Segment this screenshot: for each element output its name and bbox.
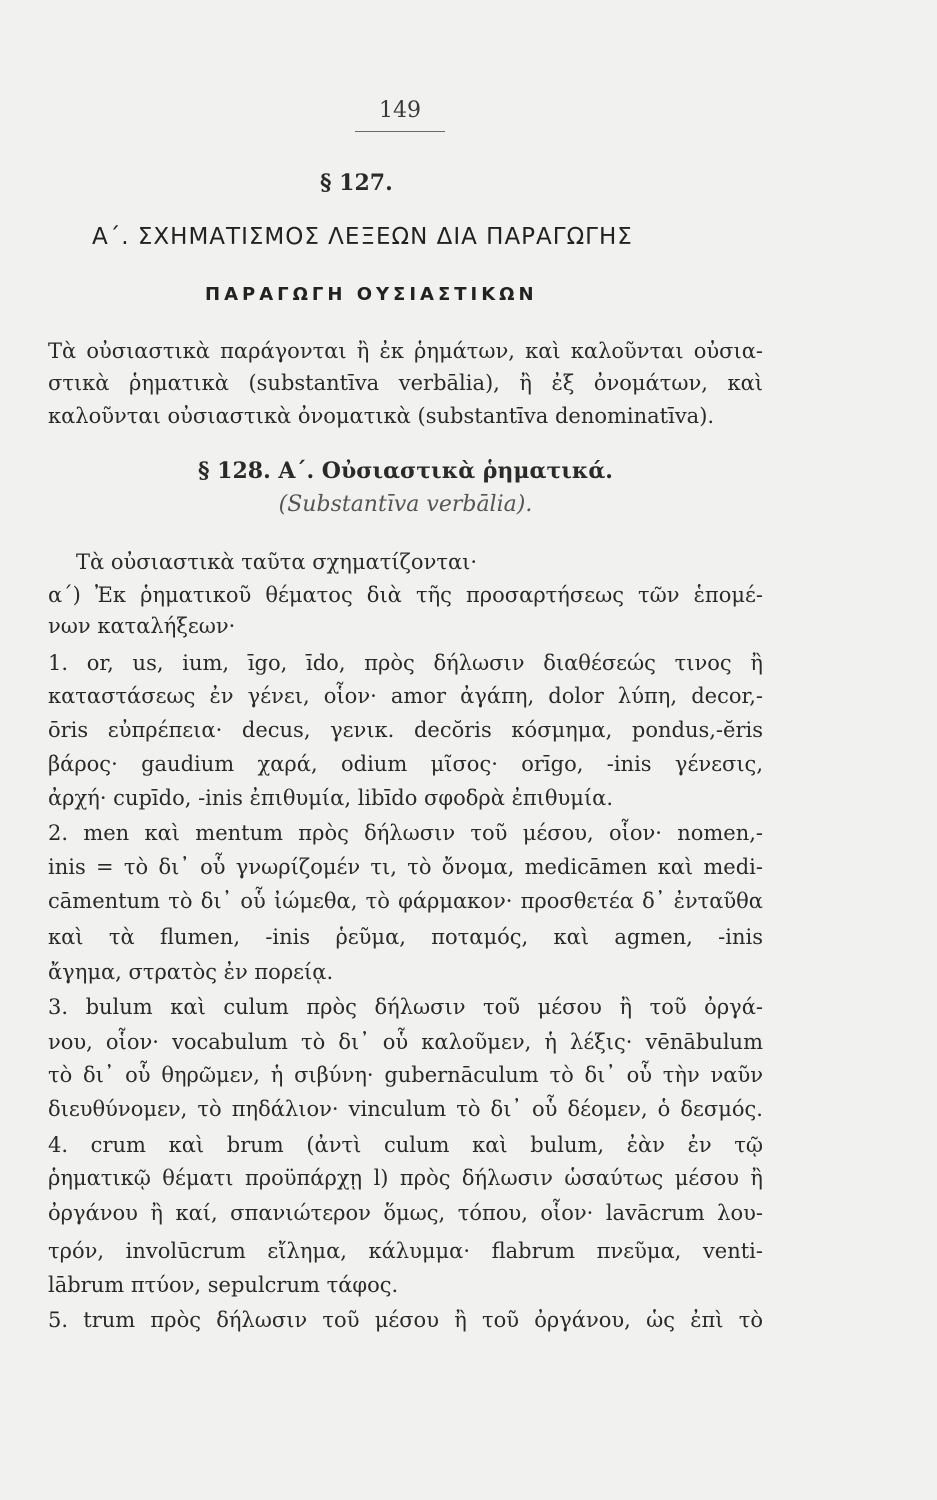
paragraph-line: καὶ τὰ flumen, -inis ῥεῦμα, ποταμός, καὶ agmen, -inis	[48, 925, 763, 949]
paragraph-line: 5. trum πρὸς δήλωσιν τοῦ μέσου ἢ τοῦ ὀργάνου, ὡς ἐπὶ τὸ	[48, 1308, 763, 1332]
paragraph-line: ὀργάνου ἢ καί, σπανιώτερον ὅμως, τόπου, οἷον· lavācrum λου-	[48, 1201, 763, 1225]
paragraph-line: Τὰ οὐσιαστικὰ παράγονται ἢ ἐκ ῥημάτων, καὶ καλοῦνται οὐσια-	[48, 339, 763, 363]
paragraph-line: νων καταλήξεων·	[48, 614, 236, 638]
paragraph-line: lābrum πτύον, sepulcrum τάφος.	[48, 1273, 399, 1297]
paragraph-line: βάρος· gaudium χαρά, odium μῖσος· orīgo, -inis γένεσις,	[48, 752, 763, 776]
paragraph-line: α΄) Ἐκ ῥηματικοῦ θέματος διὰ τῆς προσαρτήσεως τῶν ἑπομέ-	[48, 583, 763, 607]
paragraph-line: 2. men καὶ mentum πρὸς δήλωσιν τοῦ μέσου, οἷον· nomen,-	[48, 821, 763, 845]
section-127-heading: § 127.	[320, 170, 393, 196]
paragraph-line: ōris εὐπρέπεια· decus, γενικ. decŏris κόσμημα, pondus,-ĕris	[48, 718, 763, 742]
paragraph-line: cāmentum τὸ δι᾽ οὗ ἰώμεθα, τὸ φάρμακον· προσθετέα δ᾽ ἐνταῦθα	[48, 889, 763, 913]
section-128-heading: § 128. Α΄. Οὐσιαστικὰ ῥηματικά.	[198, 458, 613, 484]
paragraph-line: ἀρχή· cupīdo, -inis ἐπιθυμία, libīdo σφοδρὰ ἐπιθυμία.	[48, 786, 614, 810]
paragraph-line: νου, οἷον· vocabulum τὸ δι᾽ οὗ καλοῦμεν, ἡ λέξις· vēnābulum	[48, 1030, 763, 1054]
paragraph-line: Τὰ οὐσιαστικὰ ταῦτα σχηματίζονται·	[76, 550, 478, 574]
paragraph-line: 4. crum καὶ brum (ἀντὶ culum καὶ bulum, ἐὰν ἐν τῷ	[48, 1133, 763, 1157]
paragraph-line: ἄγημα, στρατὸς ἐν πορείᾳ.	[48, 960, 334, 984]
paragraph-line: τρόν, involūcrum εἴλημα, κάλυμμα· flabrum πνεῦμα, venti-	[48, 1239, 763, 1263]
subchapter-heading: ΠΑΡΑΓΩΓΗ ΟΥΣΙΑΣΤΙΚΩΝ	[205, 284, 538, 305]
paragraph-line: inis = τὸ δι᾽ οὗ γνωρίζομέν τι, τὸ ὄνομα, medicāmen καὶ medi-	[48, 855, 763, 879]
page-number: 149	[379, 98, 421, 123]
paragraph-line: τὸ δι᾽ οὗ θηρῶμεν, ἡ σιβύνη· gubernāculum τὸ δι᾽ οὗ τὴν ναῦν	[48, 1063, 763, 1087]
paragraph-line: καταστάσεως ἐν γένει, οἷον· amor ἀγάπη, dolor λύπη, decor,-	[48, 684, 763, 708]
section-128-latin-title: (Substantīva verbālia).	[278, 492, 533, 517]
paragraph-line: στικὰ ῥηματικὰ (substantīva verbālia), ἢ ἐξ ὀνομάτων, καὶ	[48, 371, 763, 395]
paragraph-line: 3. bulum καὶ culum πρὸς δήλωσιν τοῦ μέσου ἢ τοῦ ὀργά-	[48, 995, 763, 1019]
page-number-rule	[355, 131, 445, 132]
paragraph-line: ῥηματικῷ θέματι προϋπάρχῃ l) πρὸς δήλωσιν ὡσαύτως μέσου ἢ	[48, 1166, 763, 1190]
paragraph-line: καλοῦνται οὐσιαστικὰ ὀνοματικὰ (substantīva denominatīva).	[48, 404, 715, 428]
chapter-heading: Α΄. ΣΧΗΜΑΤΙΣΜΟΣ ΛΕΞΕΩΝ ΔΙΑ ΠΑΡΑΓΩΓΗΣ	[92, 224, 633, 250]
paragraph-line: διευθύνομεν, τὸ πηδάλιον· vinculum τὸ δι᾽ οὗ δέομεν, ὁ δεσμός.	[48, 1097, 763, 1121]
paragraph-line: 1. or, us, ium, īgo, īdo, πρὸς δήλωσιν διαθέσεώς τινος ἢ	[48, 651, 763, 675]
